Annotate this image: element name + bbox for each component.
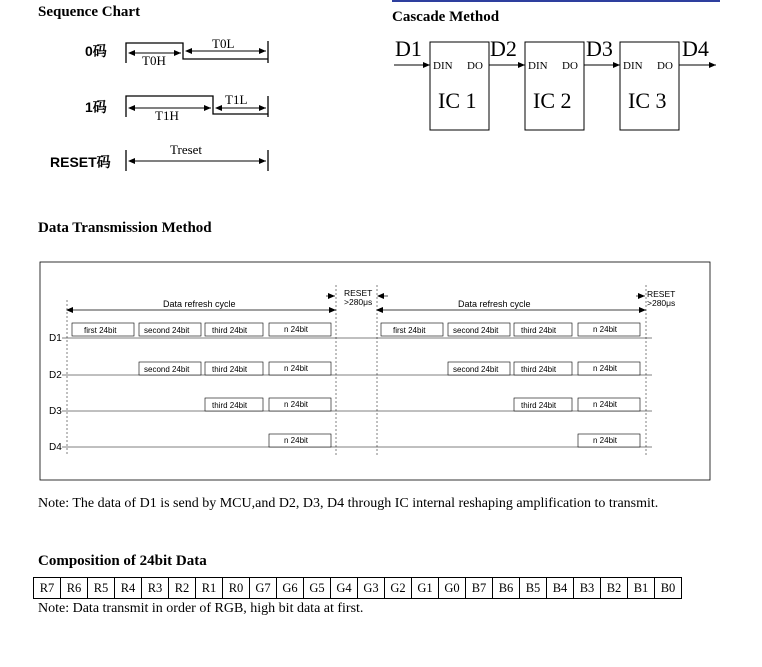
- ic3-din-label: DIN: [623, 60, 643, 72]
- packet-third: third 24bit: [212, 401, 248, 410]
- ic3-name: IC 3: [628, 88, 667, 113]
- t1l-label: T1L: [225, 92, 248, 107]
- packet-n: n 24bit: [284, 400, 309, 409]
- packet-n: n 24bit: [284, 436, 309, 445]
- packet-third: third 24bit: [212, 326, 248, 335]
- bit-cell: B7: [466, 578, 493, 599]
- code1-label: 1码: [85, 99, 107, 115]
- line-label-d1: D1: [49, 333, 62, 344]
- transmission-diagram: [40, 262, 710, 480]
- ic3-do-label: DO: [657, 60, 673, 72]
- bit-cell: G3: [358, 578, 385, 599]
- signal-d2: D2: [490, 36, 517, 61]
- ic2-do-label: DO: [562, 60, 578, 72]
- packet-second: second 24bit: [144, 326, 190, 335]
- treset-label: Treset: [170, 142, 203, 157]
- ic1-box: [430, 42, 489, 130]
- ic1-din-label: DIN: [433, 60, 453, 72]
- bit-cell: B3: [574, 578, 601, 599]
- packet-third: third 24bit: [521, 401, 557, 410]
- bit-cell: R4: [115, 578, 142, 599]
- bit-cell: R2: [169, 578, 196, 599]
- bit-cell: R6: [61, 578, 88, 599]
- bit-cell: G1: [412, 578, 439, 599]
- packet-first: first 24bit: [393, 326, 426, 335]
- bit-cell: R7: [34, 578, 61, 599]
- packet-third: third 24bit: [521, 326, 557, 335]
- bit-cell: R0: [223, 578, 250, 599]
- ic2-box: [525, 42, 584, 130]
- composition-note: Note: Data transmit in order of RGB, high bit data at first.: [38, 601, 364, 616]
- cascade-method-title: Cascade Method: [392, 9, 500, 25]
- bit-cell: G2: [385, 578, 412, 599]
- bit-cell: R1: [196, 578, 223, 599]
- packet-third: third 24bit: [521, 365, 557, 374]
- signal-d3: D3: [586, 36, 613, 61]
- reset-code-label: RESET码: [50, 154, 111, 170]
- packet-first: first 24bit: [84, 326, 117, 335]
- ic3-box: [620, 42, 679, 130]
- bit-cell: B0: [655, 578, 682, 599]
- bit-cell: G5: [304, 578, 331, 599]
- signal-d1: D1: [395, 36, 422, 61]
- sequence-chart: [50, 36, 268, 171]
- bit-cell: R5: [88, 578, 115, 599]
- packet-n: n 24bit: [284, 325, 309, 334]
- reset-label-2a: RESET: [647, 289, 676, 299]
- sequence-chart-title: Sequence Chart: [38, 4, 141, 20]
- line-label-d2: D2: [49, 370, 62, 381]
- packet-n: n 24bit: [284, 364, 309, 373]
- packet-n: n 24bit: [593, 436, 618, 445]
- panel-2-packets: [381, 323, 640, 447]
- bit-cell: B4: [547, 578, 574, 599]
- reset-label-1a: RESET: [344, 288, 373, 298]
- bit-cell: B5: [520, 578, 547, 599]
- packet-n: n 24bit: [593, 364, 618, 373]
- bit-table: [33, 577, 682, 599]
- cascade-diagram: [394, 36, 716, 130]
- line-label-d3: D3: [49, 406, 62, 417]
- bit-cell: G6: [277, 578, 304, 599]
- packet-third: third 24bit: [212, 365, 248, 374]
- bit-cell: B2: [601, 578, 628, 599]
- bit-cell: B1: [628, 578, 655, 599]
- bit-cell: G4: [331, 578, 358, 599]
- line-label-d4: D4: [49, 442, 62, 453]
- transmission-title: Data Transmission Method: [38, 220, 212, 236]
- bit-cell: G7: [250, 578, 277, 599]
- reset-label-1b: >280μs: [344, 297, 373, 307]
- composition-title: Composition of 24bit Data: [38, 553, 207, 569]
- ic1-name: IC 1: [438, 88, 477, 113]
- reset-label-2b: >280μs: [647, 298, 676, 308]
- bit-cell: R3: [142, 578, 169, 599]
- panel-1-packets: [72, 323, 331, 447]
- cycle-label-1: Data refresh cycle: [163, 299, 236, 309]
- t1h-label: T1H: [155, 108, 179, 123]
- packet-second: second 24bit: [144, 365, 190, 374]
- bit-cell: G0: [439, 578, 466, 599]
- t0l-label: T0L: [212, 36, 235, 51]
- packet-n: n 24bit: [593, 400, 618, 409]
- code0-label: 0码: [85, 43, 107, 59]
- t0h-label: T0H: [142, 53, 166, 68]
- transmission-note: Note: The data of D1 is send by MCU,and D2, D3, D4 through IC internal reshaping amplification to transmit.: [38, 496, 659, 511]
- packet-second: second 24bit: [453, 365, 499, 374]
- ic1-do-label: DO: [467, 60, 483, 72]
- ic2-din-label: DIN: [528, 60, 548, 72]
- bit-cell: B6: [493, 578, 520, 599]
- packet-second: second 24bit: [453, 326, 499, 335]
- cycle-label-2: Data refresh cycle: [458, 299, 531, 309]
- packet-n: n 24bit: [593, 325, 618, 334]
- ic2-name: IC 2: [533, 88, 572, 113]
- bit-row: [34, 578, 682, 599]
- signal-d4: D4: [682, 36, 709, 61]
